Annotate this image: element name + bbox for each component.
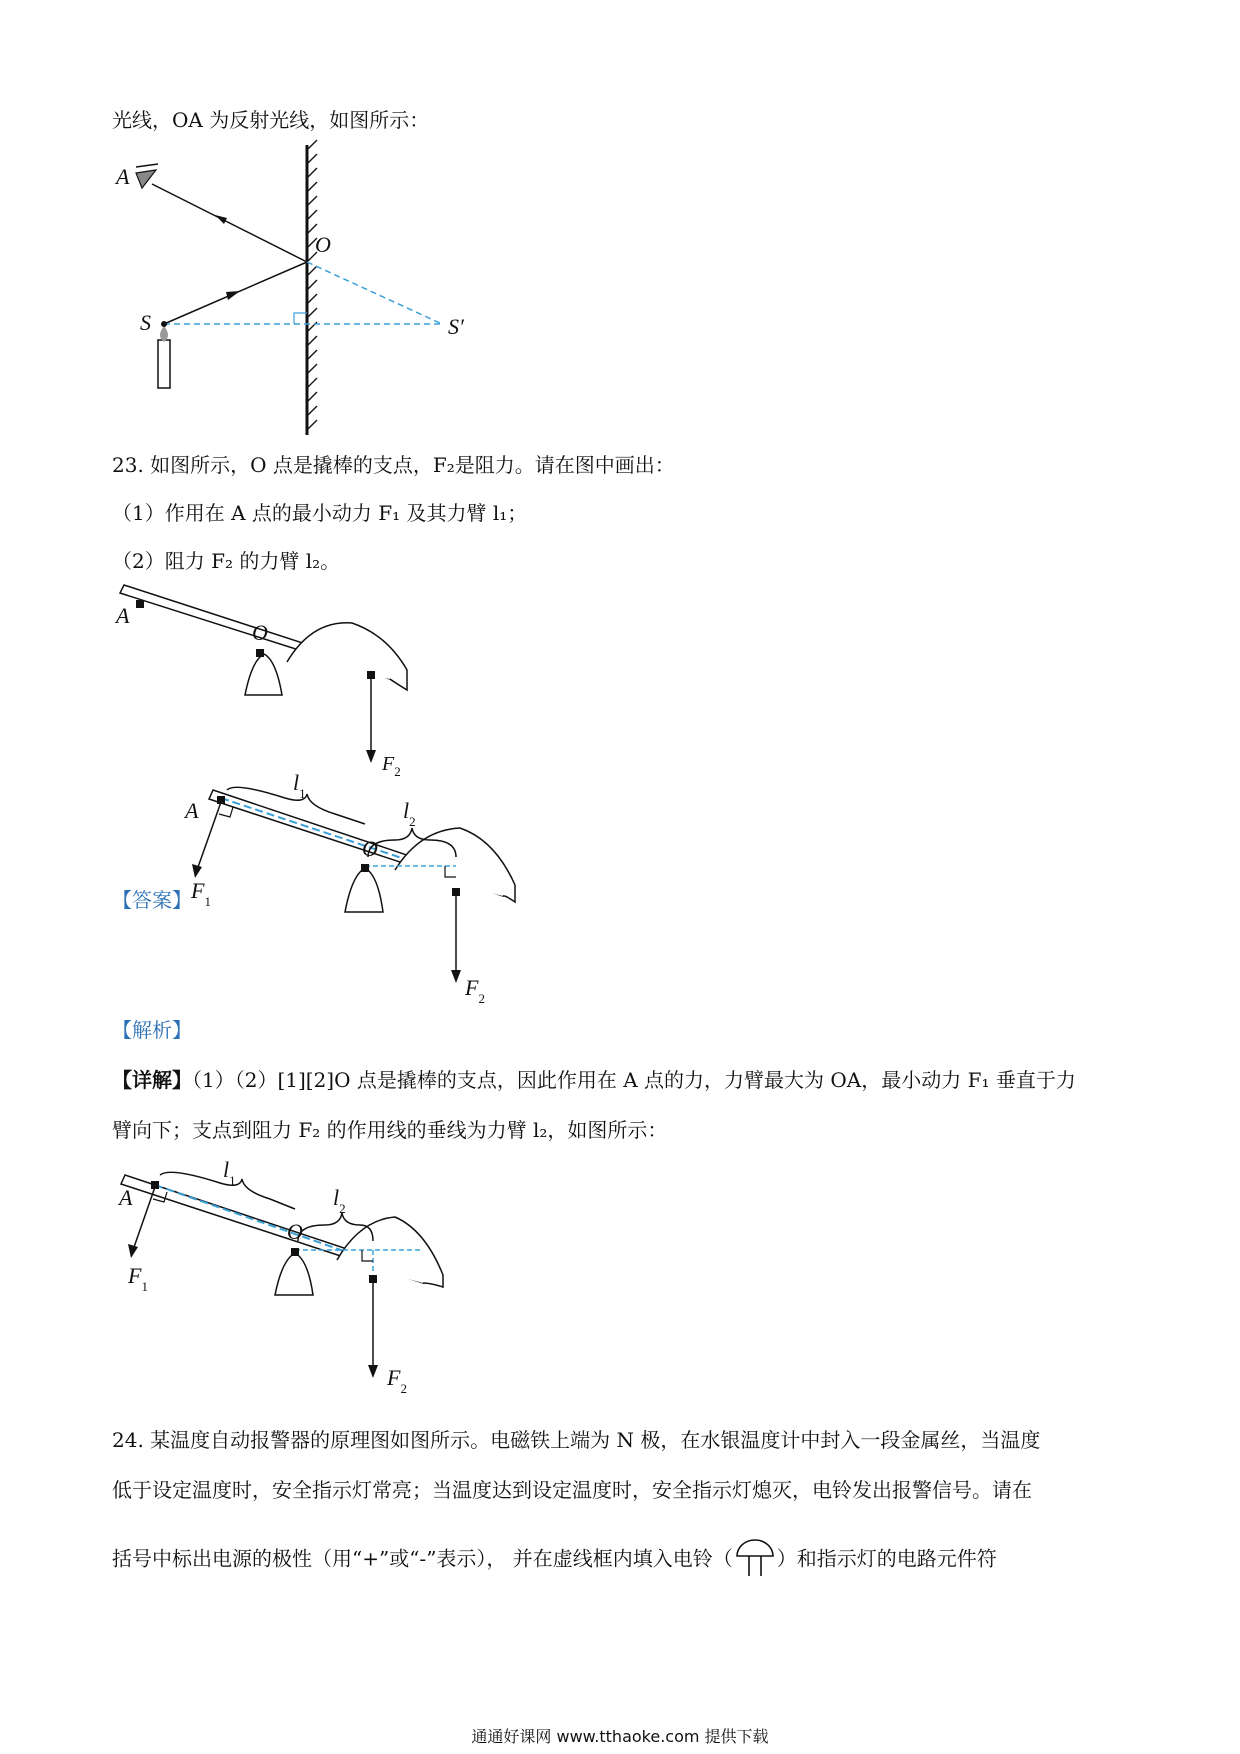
label-O: O: [362, 836, 378, 861]
label-A: A: [185, 798, 199, 823]
svg-text:F2: [464, 975, 485, 1006]
analysis-tag: 【解析】: [112, 1018, 192, 1042]
q23-part1: （1）作用在 A 点的最小动力 F₁ 及其力臂 l₁；: [112, 501, 528, 525]
q24-line3b: ）和指示灯的电路元件符: [776, 1546, 997, 1571]
label-O: O: [287, 1219, 303, 1244]
q24-line3a: 括号中标出电源的极性（用“+”或“-”表示）， 并在虚线框内填入电铃（: [112, 1546, 733, 1571]
detail-tag: 【详解】: [112, 1068, 192, 1092]
label-A: A: [116, 603, 130, 628]
lever-question-figure: [112, 585, 412, 785]
reflection-figure: [112, 140, 512, 440]
label-F1: F: [191, 878, 205, 903]
label-l1-sub: 1: [299, 786, 306, 801]
label-A: A: [116, 164, 130, 189]
label-l1-sub: 1: [229, 1173, 236, 1188]
label-F2-sub: 2: [394, 764, 401, 779]
top-text: 光线，OA 为反射光线，如图所示：: [112, 108, 430, 132]
detail-line1: [112, 1065, 1076, 1095]
label-F2: F: [382, 753, 395, 775]
svg-text:F2: [381, 753, 401, 779]
label-l2: l: [403, 798, 410, 823]
answer-tag: 【答案】: [112, 888, 192, 912]
lever-detail-figure: [119, 1157, 465, 1396]
svg-text:F1: [190, 878, 211, 909]
label-F1-sub: 1: [141, 1279, 148, 1294]
label-l2-sub: 2: [409, 814, 416, 829]
svg-text:l2: [403, 798, 416, 829]
footer: 通通好课网 www.tthaoke.com 提供下载: [471, 1727, 769, 1746]
label-l2: l: [333, 1185, 340, 1210]
label-l2-sub: 2: [339, 1201, 346, 1216]
detail-line2: 臂向下；支点到阻力 F₂ 的作用线的垂线为力臂 l₂，如图所示：: [112, 1118, 668, 1142]
label-F2: F: [387, 1365, 401, 1390]
label-F2-sub: 2: [478, 991, 485, 1006]
q23-part2: （2）阻力 F₂ 的力臂 l₂。: [112, 549, 341, 573]
label-F1: F: [128, 1263, 142, 1288]
label-O: O: [315, 232, 331, 257]
q24-line3: [112, 1540, 997, 1580]
svg-text:l1: [223, 1157, 236, 1188]
label-A: A: [119, 1185, 133, 1210]
label-S-image: S′: [448, 314, 464, 339]
lever-answer-figure: [185, 770, 545, 1010]
svg-text:l2: [333, 1185, 346, 1216]
svg-text:F2: [386, 1365, 407, 1396]
q24-line2: 低于设定温度时，安全指示灯常亮；当温度达到设定温度时，安全指示灯熄灭，电铃发出报警信号。请在: [112, 1478, 1032, 1502]
label-F2-sub: 2: [400, 1381, 407, 1396]
svg-text:F1: [127, 1263, 148, 1294]
label-O: O: [252, 620, 268, 645]
label-l1: l: [293, 770, 300, 795]
label-l1: l: [223, 1157, 230, 1182]
q24-line1: 24. 某温度自动报警器的原理图如图所示。电磁铁上端为 N 极，在水银温度计中封入一段金属丝，当温度: [112, 1428, 1041, 1452]
detail-text-1: （1）（2）[1][2]O 点是撬棒的支点，因此作用在 A 点的力，力臂最大为 OA，最小动力 F₁ 垂直于力: [192, 1068, 1076, 1092]
bell-symbol-icon: [733, 1538, 777, 1578]
label-F1-sub: 1: [204, 894, 211, 909]
label-F2: F: [465, 975, 479, 1000]
q23-stem: 23. 如图所示，O 点是撬棒的支点，F₂是阻力。请在图中画出：: [112, 453, 675, 477]
label-S: S: [140, 310, 151, 335]
